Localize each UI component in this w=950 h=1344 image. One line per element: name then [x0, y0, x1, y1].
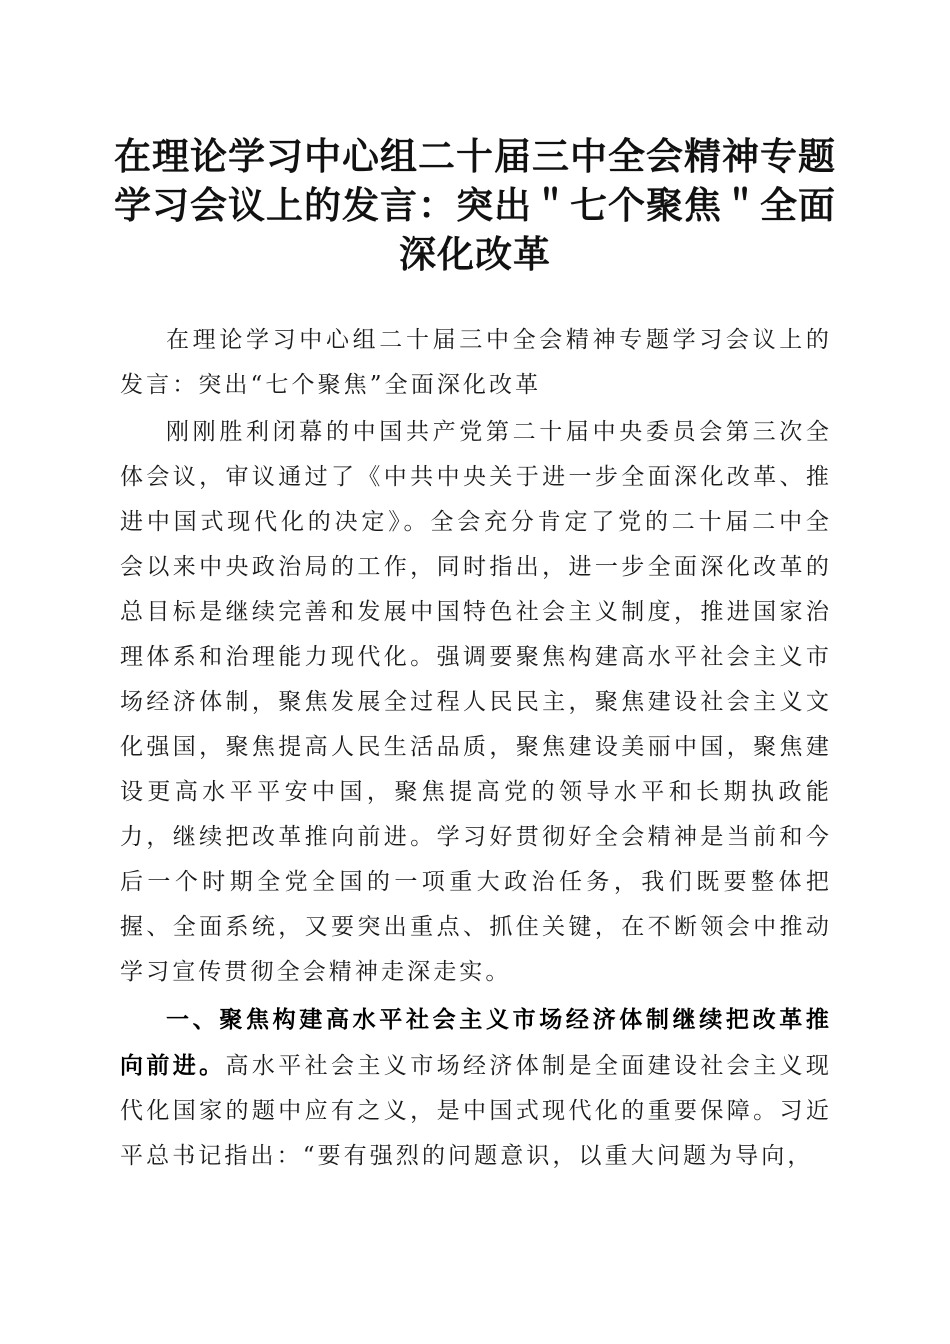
paragraph-section-one: [120, 997, 832, 1179]
paragraph-subtitle: 在理论学习中心组二十届三中全会精神专题学习会议上的发言：突出“七个聚焦”全面深化改革: [120, 327, 832, 398]
paragraph-intro: 刚刚胜利闭幕的中国共产党第二十届中央委员会第三次全体会议，审议通过了《中共中央关于进一步全面深化改革、推进中国式现代化的决定》。全会充分肯定了党的二十届二中全会以来中央政治局的工作，同时指出，进一步全面深化改革的总目标是继续完善和发展中国特色社会主义制度，推进国家治理体系和治理能力现代化。强调要聚焦构建高水平社会主义市场经济体制，聚焦发展全过程人民民主，聚焦建设社会主义文化强国，聚焦提高人民生活品质，聚焦建设美丽中国，聚焦建设更高水平平安中国，聚焦提高党的领导水平和长期执政能力，继续把改革推向前进。学习好贯彻好全会精神是当前和今后一个时期全党全国的一项重大政治任务，我们既要整体把握、全面系统，又要突出重点、抓住关键，在不断领会中推动学习宣传贯彻全会精神走深走实。: [120, 419, 832, 985]
document-body: [120, 318, 832, 1179]
section-heading: 一、聚焦构建高水平社会主义市场经济体制继续把改革推向前进。: [120, 1006, 832, 1079]
section-text: 高水平社会主义市场经济体制是全面建设社会主义现代化国家的题中应有之义，是中国式现代化的重要保障。习近平总书记指出：“要有强烈的问题意识，以重大问题为导向，: [120, 1053, 832, 1169]
document-title: 在理论学习中心组二十届三中全会精神专题学习会议上的发言：突出＂七个聚焦＂全面深化改革: [114, 134, 836, 276]
